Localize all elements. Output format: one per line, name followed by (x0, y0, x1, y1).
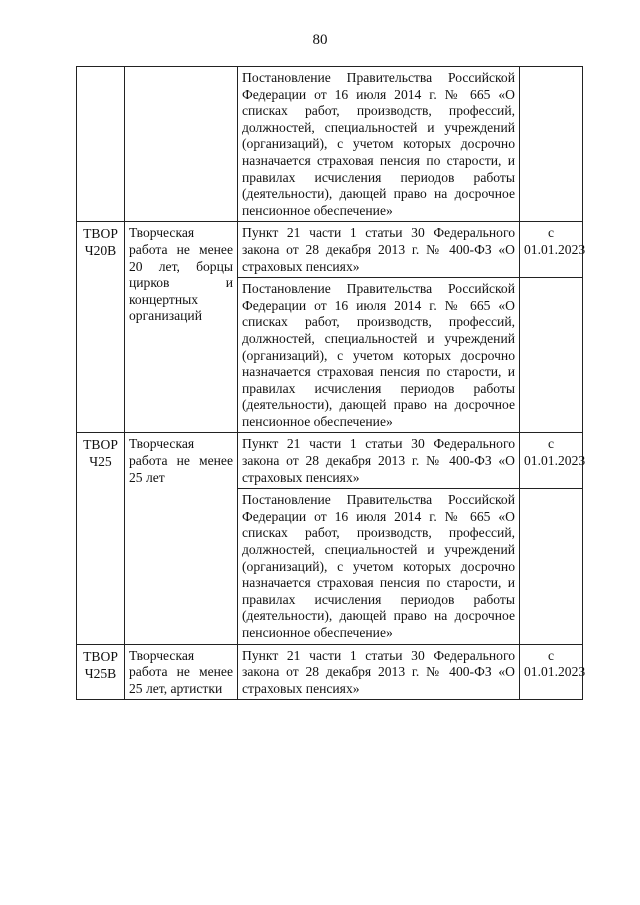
basis-cell: Пункт 21 части 1 статьи 30 Федерального закона от 28 декабря 2013 г. № 400-ФЗ «О страховых пенсиях» (238, 222, 520, 278)
date-cell: с 01.01.2023 (520, 433, 583, 489)
code-cell: ТВОР Ч20В (77, 222, 125, 433)
table-row (77, 222, 583, 278)
table-row (77, 433, 583, 489)
basis-cell: Постановление Правительства Российской Федерации от 16 июля 2014 г. № 665 «О списках работ, производств, профессий, должностей, специальностей и учреждений (организаций), с учетом которых досрочно назначается страховая пенсия по старости, и правилах исчисления периодов работы (деятельности), дающей право на досрочное пенсионное обеспечение» (238, 489, 520, 644)
pension-codes-table (76, 66, 586, 700)
work-cell: Творческая работа не менее 25 лет (125, 433, 238, 644)
date-cell (520, 67, 583, 222)
table-row (77, 644, 583, 700)
code-cell (77, 67, 125, 222)
page-number: 80 (312, 32, 328, 48)
work-cell: Творческая работа не менее 20 лет, борцы цирков и концертных организаций (125, 222, 238, 433)
basis-cell: Пункт 21 части 1 статьи 30 Федерального закона от 28 декабря 2013 г. № 400-ФЗ «О страховых пенсиях» (238, 433, 520, 489)
date-cell: с 01.01.2023 (520, 222, 583, 278)
work-cell: Творческая работа не менее 25 лет, артистки (125, 644, 238, 700)
table-row (77, 67, 583, 222)
work-cell (125, 67, 238, 222)
basis-cell: Постановление Правительства Российской Федерации от 16 июля 2014 г. № 665 «О списках работ, производств, профессий, должностей, специальностей и учреждений (организаций), с учетом которых досрочно назначается страховая пенсия по старости, и правилах исчисления периодов работы (деятельности), дающей право на досрочное пенсионное обеспечение» (238, 67, 520, 222)
basis-cell: Постановление Правительства Российской Федерации от 16 июля 2014 г. № 665 «О списках работ, производств, профессий, должностей, специальностей и учреждений (организаций), с учетом которых досрочно назначается страховая пенсия по старости, и правилах исчисления периодов работы (деятельности), дающей право на досрочное пенсионное обеспечение» (238, 278, 520, 433)
date-cell (520, 489, 583, 644)
date-cell: с 01.01.2023 (520, 644, 583, 700)
basis-cell: Пункт 21 части 1 статьи 30 Федерального закона от 28 декабря 2013 г. № 400-ФЗ «О страховых пенсиях» (238, 644, 520, 700)
date-cell (520, 278, 583, 433)
code-cell: ТВОР Ч25 (77, 433, 125, 644)
code-cell: ТВОР Ч25В (77, 644, 125, 700)
